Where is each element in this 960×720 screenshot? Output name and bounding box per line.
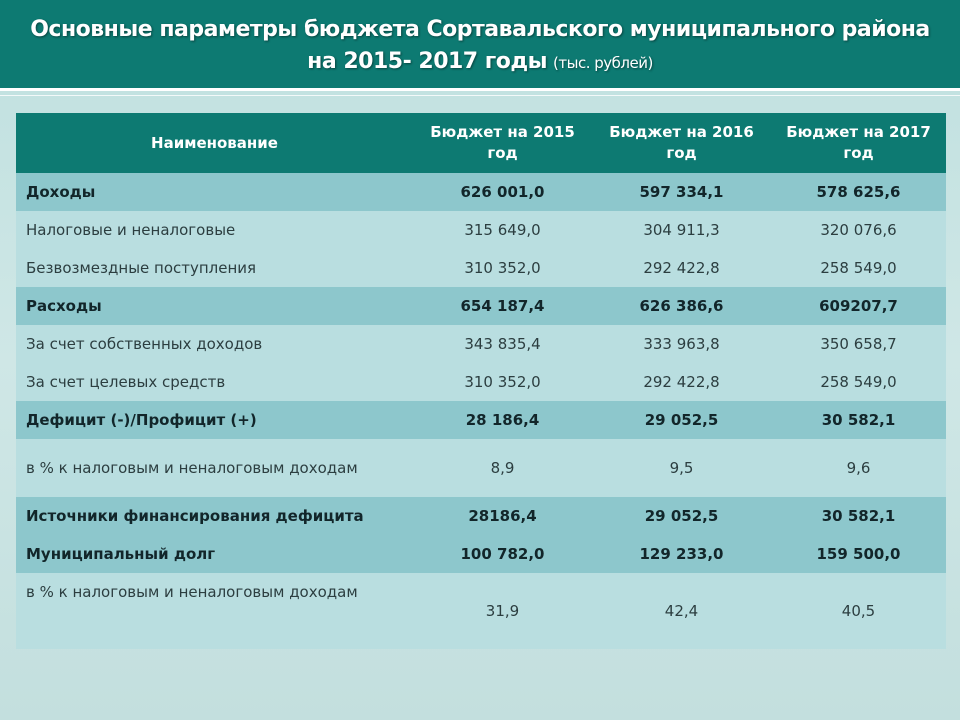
cell-2017: 40,5	[771, 573, 946, 649]
row-name: Муниципальный долг	[16, 535, 413, 573]
cell-2015: 8,9	[413, 439, 592, 497]
table-row-grants	[16, 249, 946, 287]
cell-2015: 28186,4	[413, 497, 592, 535]
row-name: Доходы	[16, 173, 413, 211]
cell-2015: 310 352,0	[413, 363, 592, 401]
unit-label: (тыс. рублей)	[553, 54, 653, 72]
cell-2017: 258 549,0	[771, 363, 946, 401]
row-name: За счет целевых средств	[16, 363, 413, 401]
cell-2015: 315 649,0	[413, 211, 592, 249]
column-header-2015: Бюджет на 2015 год	[413, 113, 592, 173]
cell-2017: 578 625,6	[771, 173, 946, 211]
table-header-row	[16, 113, 946, 173]
cell-2016: 42,4	[592, 573, 771, 649]
budget-table	[16, 113, 946, 649]
cell-2017: 30 582,1	[771, 401, 946, 439]
row-name: Источники финансирования дефицита	[16, 497, 413, 535]
cell-2015: 626 001,0	[413, 173, 592, 211]
table-row-income	[16, 173, 946, 211]
cell-2016: 626 386,6	[592, 287, 771, 325]
cell-2017: 258 549,0	[771, 249, 946, 287]
cell-2015: 310 352,0	[413, 249, 592, 287]
cell-2017: 9,6	[771, 439, 946, 497]
cell-2016: 333 963,8	[592, 325, 771, 363]
cell-2015: 100 782,0	[413, 535, 592, 573]
table-row-financing-sources	[16, 497, 946, 535]
column-header-2017: Бюджет на 2017 год	[771, 113, 946, 173]
cell-2017: 320 076,6	[771, 211, 946, 249]
column-header-name: Наименование	[16, 113, 413, 173]
row-name: в % к налоговым и неналоговым доходам	[16, 573, 413, 649]
table-row-deficit-percent	[16, 439, 946, 497]
page-subtitle	[0, 49, 960, 74]
cell-2016: 597 334,1	[592, 173, 771, 211]
cell-2016: 29 052,5	[592, 401, 771, 439]
table-row-expenses	[16, 287, 946, 325]
cell-2015: 28 186,4	[413, 401, 592, 439]
table-row-deficit	[16, 401, 946, 439]
cell-2016: 29 052,5	[592, 497, 771, 535]
column-header-2016: Бюджет на 2016 год	[592, 113, 771, 173]
title-banner	[0, 0, 960, 91]
row-name: Расходы	[16, 287, 413, 325]
cell-2016: 292 422,8	[592, 363, 771, 401]
cell-2017: 609207,7	[771, 287, 946, 325]
divider	[0, 95, 960, 96]
cell-2016: 129 233,0	[592, 535, 771, 573]
cell-2017: 30 582,1	[771, 497, 946, 535]
page-title: Основные параметры бюджета Сортавальского муниципального района	[30, 17, 930, 42]
row-name: Дефицит (-)/Профицит (+)	[16, 401, 413, 439]
cell-2015: 31,9	[413, 573, 592, 649]
cell-2016: 304 911,3	[592, 211, 771, 249]
table-row-debt-percent	[16, 573, 946, 649]
cell-2016: 9,5	[592, 439, 771, 497]
cell-2015: 343 835,4	[413, 325, 592, 363]
cell-2017: 159 500,0	[771, 535, 946, 573]
table-row-tax-income	[16, 211, 946, 249]
row-name: За счет собственных доходов	[16, 325, 413, 363]
table-row-municipal-debt	[16, 535, 946, 573]
cell-2017: 350 658,7	[771, 325, 946, 363]
table-row-own-income	[16, 325, 946, 363]
cell-2016: 292 422,8	[592, 249, 771, 287]
cell-2015: 654 187,4	[413, 287, 592, 325]
period-label: на 2015- 2017 годы	[307, 49, 548, 74]
row-name: в % к налоговым и неналоговым доходам	[16, 439, 413, 497]
row-name: Налоговые и неналоговые	[16, 211, 413, 249]
row-name: Безвозмездные поступления	[16, 249, 413, 287]
table-row-target-funds	[16, 363, 946, 401]
